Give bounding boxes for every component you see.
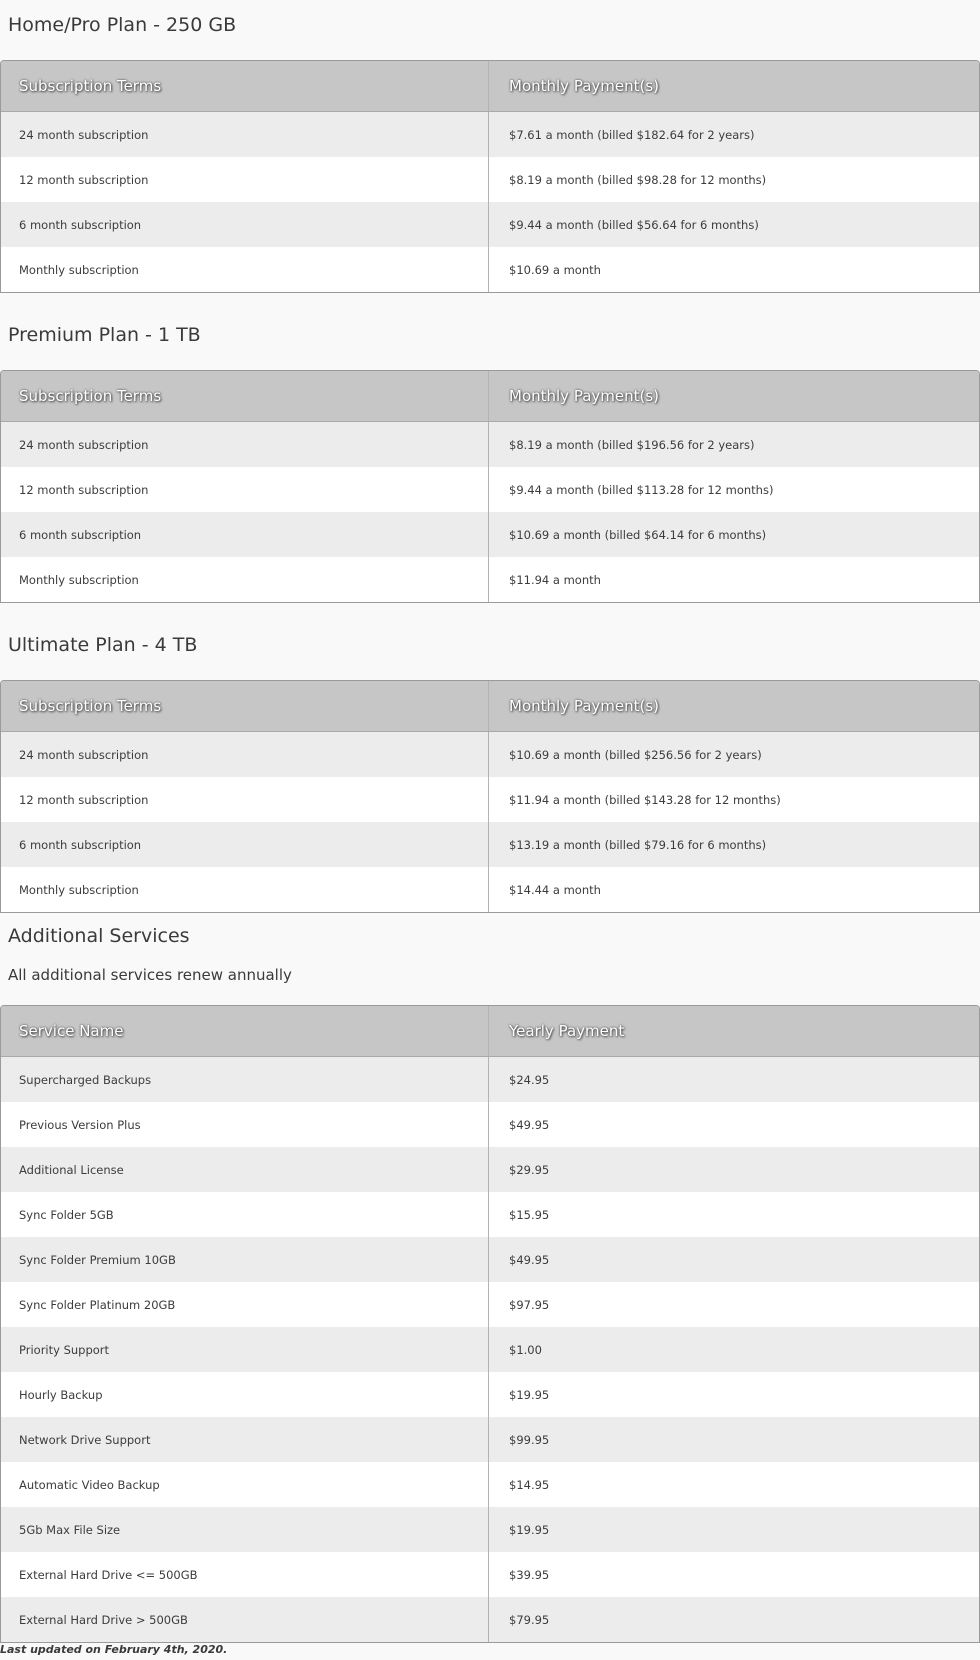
table-row <box>1 1057 979 1102</box>
price-cell: $97.95 <box>509 1297 550 1312</box>
table-row <box>1 1552 979 1597</box>
price-cell: $14.44 a month <box>509 882 601 897</box>
table-row <box>1 732 979 777</box>
term-cell: 12 month subscription <box>1 157 489 202</box>
ultimate-plan-table <box>0 680 980 913</box>
table-row <box>1 777 979 822</box>
table-row <box>1 1237 979 1282</box>
table-row <box>1 1462 979 1507</box>
table-row <box>1 512 979 557</box>
table-row <box>1 1597 979 1642</box>
price-cell: $49.95 <box>509 1117 550 1132</box>
price-cell: $39.95 <box>509 1567 550 1582</box>
home-pro-plan-title: Home/Pro Plan - 250 GB <box>8 14 237 36</box>
premium-plan-table <box>0 370 980 603</box>
table-row <box>1 1282 979 1327</box>
service-name-cell: Sync Folder 5GB <box>1 1192 489 1237</box>
term-cell: 12 month subscription <box>1 467 489 512</box>
service-name-cell: Sync Folder Platinum 20GB <box>1 1282 489 1327</box>
service-name-cell: External Hard Drive <= 500GB <box>1 1552 489 1597</box>
yearly-payment-header: Yearly Payment <box>509 1022 625 1040</box>
monthly-payment-header: Monthly Payment(s) <box>509 697 660 715</box>
term-cell: 6 month subscription <box>1 202 489 247</box>
table-row <box>1 822 979 867</box>
table-row <box>1 157 979 202</box>
table-header <box>1 1006 979 1057</box>
table-row <box>1 557 979 602</box>
service-name-cell: Network Drive Support <box>1 1417 489 1462</box>
term-cell: Monthly subscription <box>1 867 489 912</box>
additional-services-subtitle: All additional services renew annually <box>8 966 292 984</box>
table-row <box>1 1192 979 1237</box>
service-name-cell: Priority Support <box>1 1327 489 1372</box>
table-row <box>1 1102 979 1147</box>
price-cell: $24.95 <box>509 1072 550 1087</box>
service-name-cell: 5Gb Max File Size <box>1 1507 489 1552</box>
table-row <box>1 422 979 467</box>
term-cell: Monthly subscription <box>1 247 489 292</box>
ultimate-plan-title: Ultimate Plan - 4 TB <box>8 634 198 656</box>
home-pro-plan-table <box>0 60 980 293</box>
service-name-cell: Hourly Backup <box>1 1372 489 1417</box>
service-name-cell: Additional License <box>1 1147 489 1192</box>
table-row <box>1 1327 979 1372</box>
subscription-terms-header: Subscription Terms <box>1 681 489 731</box>
term-cell: Monthly subscription <box>1 557 489 602</box>
additional-services-title: Additional Services <box>8 925 190 947</box>
term-cell: 24 month subscription <box>1 422 489 467</box>
price-cell: $19.95 <box>509 1522 550 1537</box>
monthly-payment-header: Monthly Payment(s) <box>509 77 660 95</box>
service-name-cell: Automatic Video Backup <box>1 1462 489 1507</box>
price-cell: $49.95 <box>509 1252 550 1267</box>
price-cell: $10.69 a month (billed $256.56 for 2 years) <box>509 747 762 762</box>
service-name-cell: External Hard Drive > 500GB <box>1 1597 489 1642</box>
price-cell: $15.95 <box>509 1207 550 1222</box>
subscription-terms-header: Subscription Terms <box>1 61 489 111</box>
term-cell: 6 month subscription <box>1 512 489 557</box>
additional-services-table <box>0 1005 980 1643</box>
monthly-payment-header: Monthly Payment(s) <box>509 387 660 405</box>
last-updated-note: Last updated on February 4th, 2020. <box>0 1643 228 1656</box>
service-name-cell: Previous Version Plus <box>1 1102 489 1147</box>
table-header <box>1 681 979 732</box>
price-cell: $11.94 a month <box>509 572 601 587</box>
price-cell: $13.19 a month (billed $79.16 for 6 months) <box>509 837 767 852</box>
price-cell: $10.69 a month (billed $64.14 for 6 months) <box>509 527 767 542</box>
table-row <box>1 1507 979 1552</box>
term-cell: 24 month subscription <box>1 732 489 777</box>
table-header <box>1 61 979 112</box>
table-row <box>1 867 979 912</box>
service-name-cell: Sync Folder Premium 10GB <box>1 1237 489 1282</box>
table-row <box>1 112 979 157</box>
table-row <box>1 1417 979 1462</box>
price-cell: $79.95 <box>509 1612 550 1627</box>
price-cell: $99.95 <box>509 1432 550 1447</box>
table-row <box>1 247 979 292</box>
service-name-header: Service Name <box>1 1006 489 1056</box>
price-cell: $9.44 a month (billed $56.64 for 6 months) <box>509 217 759 232</box>
term-cell: 6 month subscription <box>1 822 489 867</box>
price-cell: $19.95 <box>509 1387 550 1402</box>
service-name-cell: Supercharged Backups <box>1 1057 489 1102</box>
subscription-terms-header: Subscription Terms <box>1 371 489 421</box>
term-cell: 24 month subscription <box>1 112 489 157</box>
price-cell: $10.69 a month <box>509 262 601 277</box>
price-cell: $11.94 a month (billed $143.28 for 12 months) <box>509 792 781 807</box>
price-cell: $8.19 a month (billed $98.28 for 12 months) <box>509 172 767 187</box>
premium-plan-title: Premium Plan - 1 TB <box>8 324 201 346</box>
price-cell: $29.95 <box>509 1162 550 1177</box>
table-row <box>1 1372 979 1417</box>
price-cell: $1.00 <box>509 1342 542 1357</box>
table-header <box>1 371 979 422</box>
table-row <box>1 202 979 247</box>
price-cell: $9.44 a month (billed $113.28 for 12 months) <box>509 482 774 497</box>
price-cell: $8.19 a month (billed $196.56 for 2 years) <box>509 437 755 452</box>
price-cell: $7.61 a month (billed $182.64 for 2 years) <box>509 127 755 142</box>
term-cell: 12 month subscription <box>1 777 489 822</box>
table-row <box>1 467 979 512</box>
price-cell: $14.95 <box>509 1477 550 1492</box>
table-row <box>1 1147 979 1192</box>
